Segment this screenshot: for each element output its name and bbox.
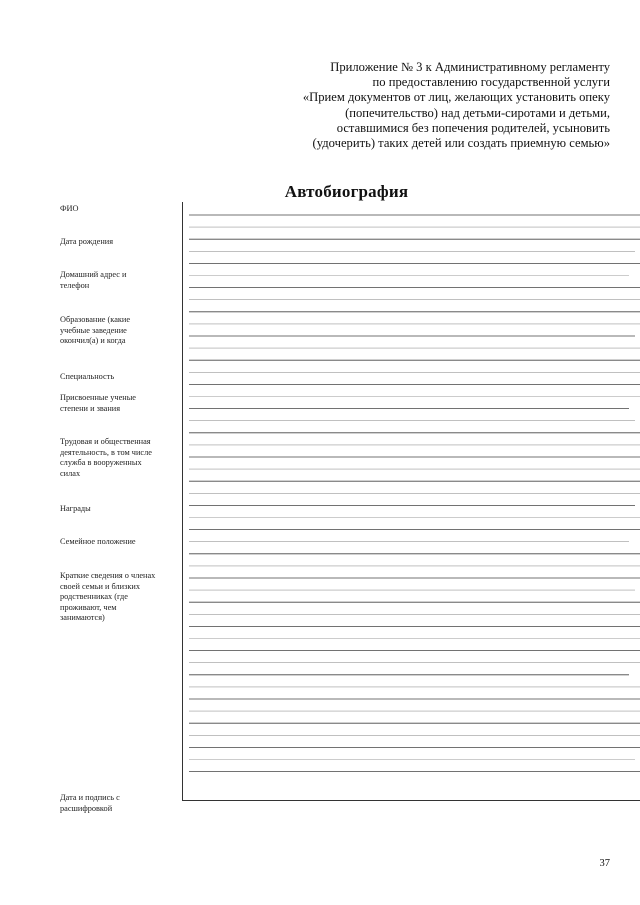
field-label-fio — [60, 204, 180, 215]
field-label-line: Семейное положение — [60, 537, 136, 546]
autobiography-entry-area[interactable] — [182, 202, 640, 801]
field-label-line: Дата рождения — [60, 237, 114, 246]
field-label-line: ФИО — [60, 204, 79, 213]
field-label-line: родственниках (где — [60, 592, 128, 602]
field-label-awards — [60, 504, 180, 515]
field-label-line: Образование (какие — [60, 315, 131, 324]
field-label-line: Дата и подпись с — [60, 793, 120, 802]
field-label-work — [60, 437, 180, 479]
appendix-header-line: (попечительство) над детьми-сиротами и детьми, — [345, 105, 610, 120]
field-label-line: деятельность, в том числе — [60, 447, 152, 457]
appendix-header-line: «Прием документов от лиц, желающих установить опеку — [302, 90, 610, 105]
page-number: 37 — [599, 858, 610, 869]
field-label-line: телефон — [60, 280, 90, 290]
field-label-line: Трудовая и общественная — [60, 437, 151, 446]
field-label-line: Краткие сведения о членах — [60, 571, 156, 580]
field-label-education — [60, 315, 180, 347]
field-label-line: занимаются) — [60, 613, 105, 623]
field-label-specialty — [60, 372, 180, 383]
writing-lines — [183, 202, 640, 800]
appendix-header — [250, 60, 610, 151]
field-label-marital-status — [60, 537, 180, 548]
field-label-line: силах — [60, 468, 81, 478]
field-label-line: окончил(а) и когда — [60, 336, 126, 346]
field-label-signature — [60, 793, 180, 814]
field-label-line: своей семьи и близких — [60, 581, 141, 591]
field-label-line: Присвоенные ученые — [60, 393, 136, 402]
field-label-family — [60, 571, 180, 624]
field-label-line: учебные заведение — [60, 325, 127, 335]
field-label-line: Домашний адрес и — [60, 270, 127, 279]
field-label-birth-date — [60, 237, 180, 248]
document-title: Автобиография — [284, 182, 409, 201]
appendix-header-line: оставшимися без попечения родителей, усыновить — [336, 120, 610, 135]
field-label-line: Специальность — [60, 372, 115, 381]
field-label-line: степени и звания — [60, 403, 121, 413]
field-label-line: расшифровкой — [60, 803, 113, 813]
appendix-header-line: (удочерить) таких детей или создать приемную семью» — [312, 136, 610, 151]
field-label-degrees — [60, 393, 180, 414]
field-label-address-phone — [60, 270, 180, 291]
field-label-line: проживают, чем — [60, 602, 117, 612]
appendix-header-line: Приложение № 3 к Административному регламенту — [330, 60, 610, 74]
field-label-line: Награды — [60, 504, 91, 513]
appendix-header-line: по предоставлению государственной услуги — [372, 75, 610, 90]
field-label-line: служба в вооруженных — [60, 458, 142, 468]
